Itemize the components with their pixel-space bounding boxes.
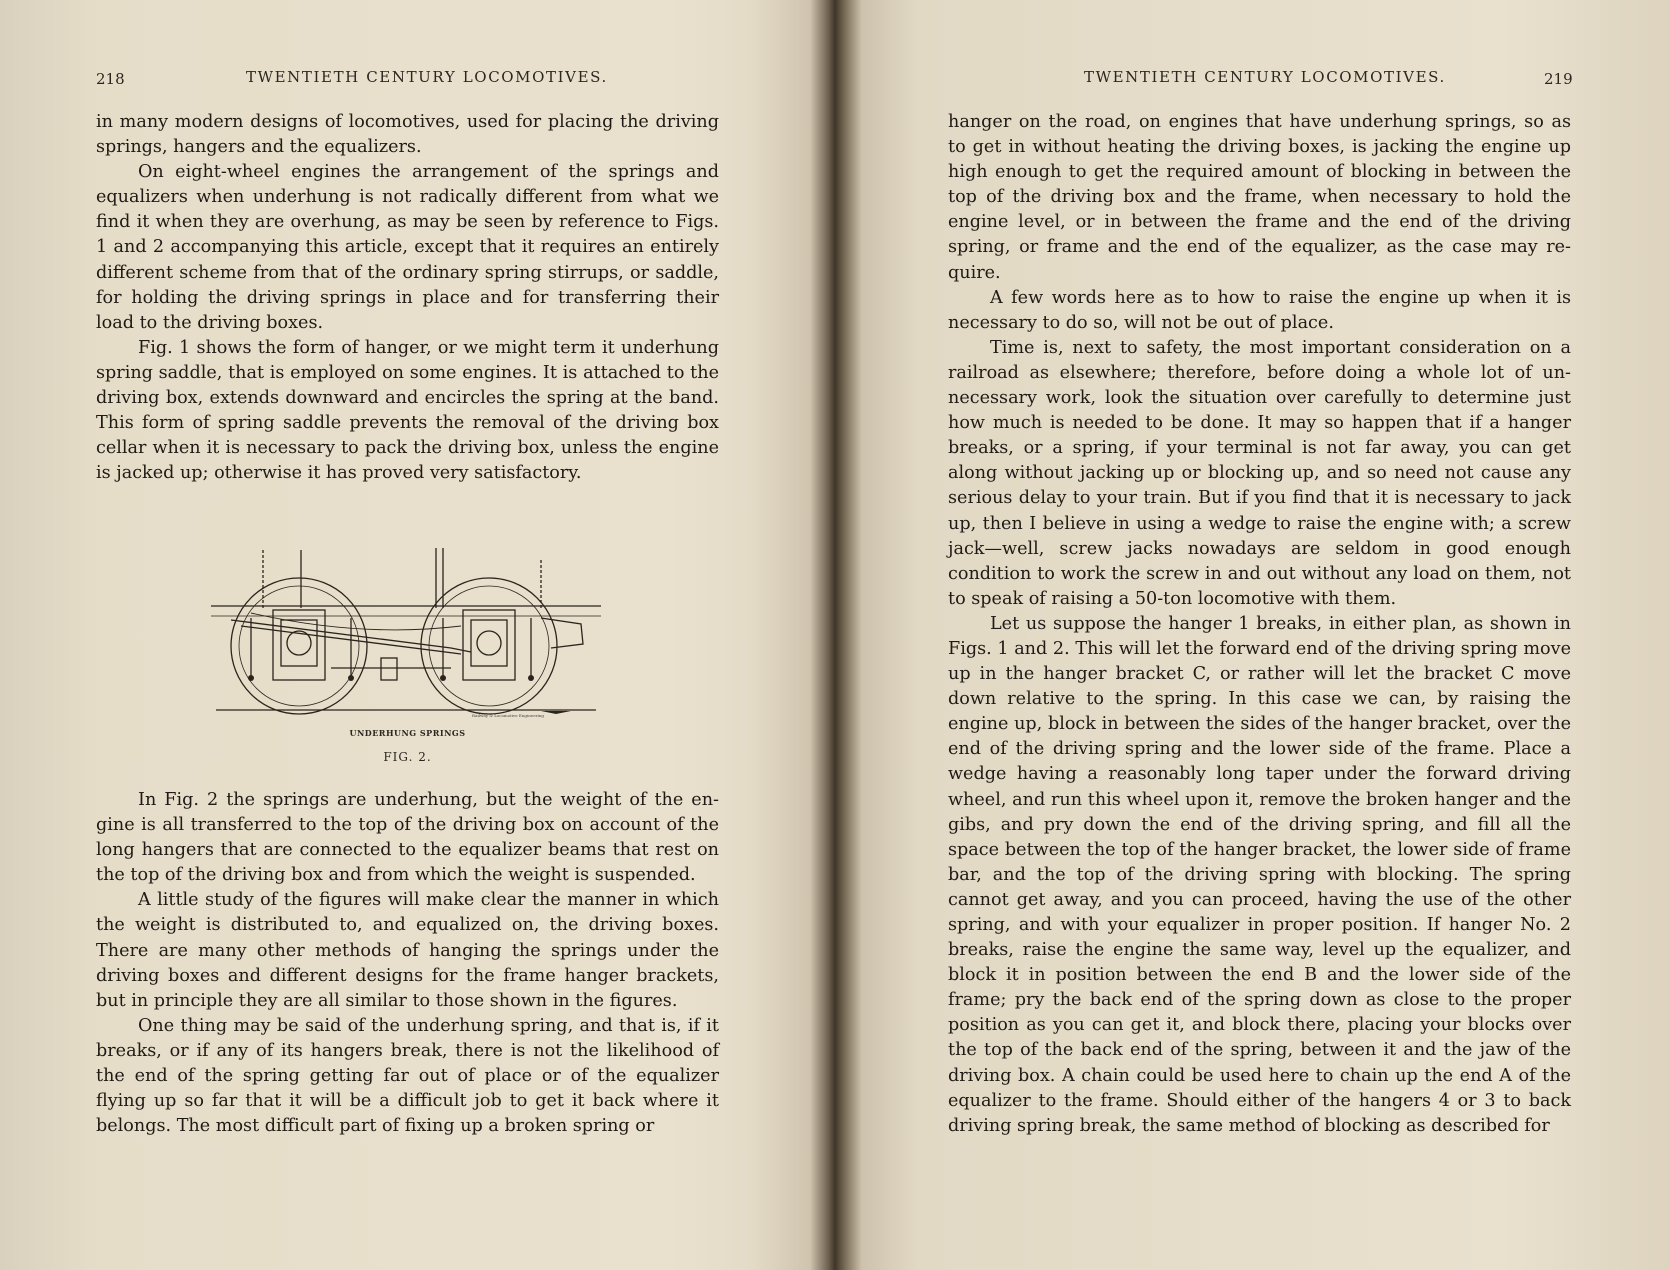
page-number: 219 — [1544, 70, 1573, 88]
paragraph: A few words here as to how to raise the engine up when it is necessary to do so, will not be out of place. — [948, 287, 1571, 333]
right-page — [844, 0, 1670, 1270]
paragraph: Let us suppose the hanger 1 breaks, in either plan, as shown in Figs. 1 and 2. This will let the forward end of the driving spring move up in the hanger bracket C, or rather will let the bracket C move down relative to the spring. In this case we can, by raising the engine up, block in between the sides of the hanger bracket, over the end of the driving spring and the lower side of the frame. Place a wedge having a reasonably long taper under the forward driving wheel, and run this wheel upon it, remove the broken hanger and the gibs, and pry down the end of the driving spring, and fill all the space between the top of the hanger bracket, the lower side of frame bar, and the top of the driving spring with blocking. The spring cannot get away, and you can proceed, having the use of the other spring, and with your equalizer in proper position. If hanger No. 2 breaks, raise the engine the same way, level up the equalizer, and block it in position between the end B and the lower side of the frame; pry the back end of the spring down as close to the proper position as you can get it, and block there, placing your blocks over the top of the back end of the spring, between it and the jaw of the driving box. A chain could be used here to chain up the end A of the equalizer to the frame. Should either of the hangers 4 or 3 to back driving spring break, the same method of blocking as described for — [948, 613, 1571, 1136]
paragraph: Fig. 1 shows the form of hanger, or we might term it underhung spring saddle, that is employed on some engines. It is attached to the driving box, extends downward and encircles the spring at the band. This form of spring saddle prevents the removal of the driving box cellar when it is necessary to pack the driving box, unless the engine is jacked up; otherwise it has proved very satisfactory. — [96, 337, 719, 484]
right-text — [948, 110, 1571, 1139]
paragraph: hanger on the road, on engines that have underhung springs, so as to get in without heating the driving boxes, is jacking the engine up high enough to get the required amount of blocking in between the top of the driving box and the frame, when necessary to hold the engine level, or in between the frame and the end of the driving spring, or frame and the end of the equalizer, as the case may require. — [948, 112, 1571, 283]
page-number: 218 — [96, 70, 125, 88]
paragraph: On eight-wheel engines the arrangement of the springs and equalizers when underhung is not radically different from what we find it when they are overhung, as may be seen by reference to Figs. 1 and 2 accompanying this article, except that it requires an entirely different scheme from that of the ordinary spring stirrups, or saddle, for holding the driving springs in place and for transferring their load to the driving boxes. — [96, 162, 719, 333]
figure-label: UNDERHUNG SPRINGS — [349, 728, 466, 738]
paragraph: One thing may be said of the underhung spring, and that is, if it breaks, or if any of its hangers break, there is not the likelihood of the end of the spring getting far out of place or of the equalizer flying up so far that it will be a difficult job to get it back where it belongs. The most difficult part of fixing up a broken spring or — [96, 1015, 719, 1137]
running-head: TWENTIETH CENTURY LOCOMOTIVES. — [246, 68, 608, 86]
figure-credit: Railway & Locomotive Engineering — [472, 713, 544, 718]
left-page — [0, 0, 826, 1270]
paragraph: In Fig. 2 the springs are underhung, but the weight of the engine is all transferred to the top of the driving box on account of the long hangers that are connected to the equalizer beams that rest on the top of the driving box and from which the weight is suspended. — [96, 790, 719, 886]
left-text-lower — [96, 788, 719, 1139]
running-head: TWENTIETH CENTURY LOCOMOTIVES. — [1084, 68, 1446, 86]
underhung-springs-drawing — [211, 548, 601, 728]
figure-caption: FIG. 2. — [383, 750, 432, 764]
paragraph: Time is, next to safety, the most important consideration on a railroad as elsewhere; therefore, before doing a whole lot of unnecessary work, look the situation over carefully to determine just how much is needed to be done. It may so happen that if a hanger breaks, or a spring, if your terminal is not far away, you can get along without jacking up or blocking up, and so need not cause any serious delay to your train. But if you find that it is necessary to jack up, then I believe in using a wedge to raise the engine with; a screw jack—well, screw jacks nowadays are seldom in good enough condition to work the screw in and out without any load on them, not to speak of raising a 50-ton locomotive with them. — [948, 337, 1571, 609]
figure-underhung-springs — [96, 548, 719, 778]
left-text-upper — [96, 110, 719, 486]
paragraph: in many modern designs of locomotives, used for placing the driving springs, hangers and the equalizers. — [96, 112, 719, 158]
paragraph: A little study of the figures will make clear the manner in which the weight is distributed to, and equalized on, the driving boxes. There are many other methods of hanging the springs under the driving boxes and different designs for the frame hanger brackets, but in principle they are all similar to those shown in the figures. — [96, 890, 719, 1011]
